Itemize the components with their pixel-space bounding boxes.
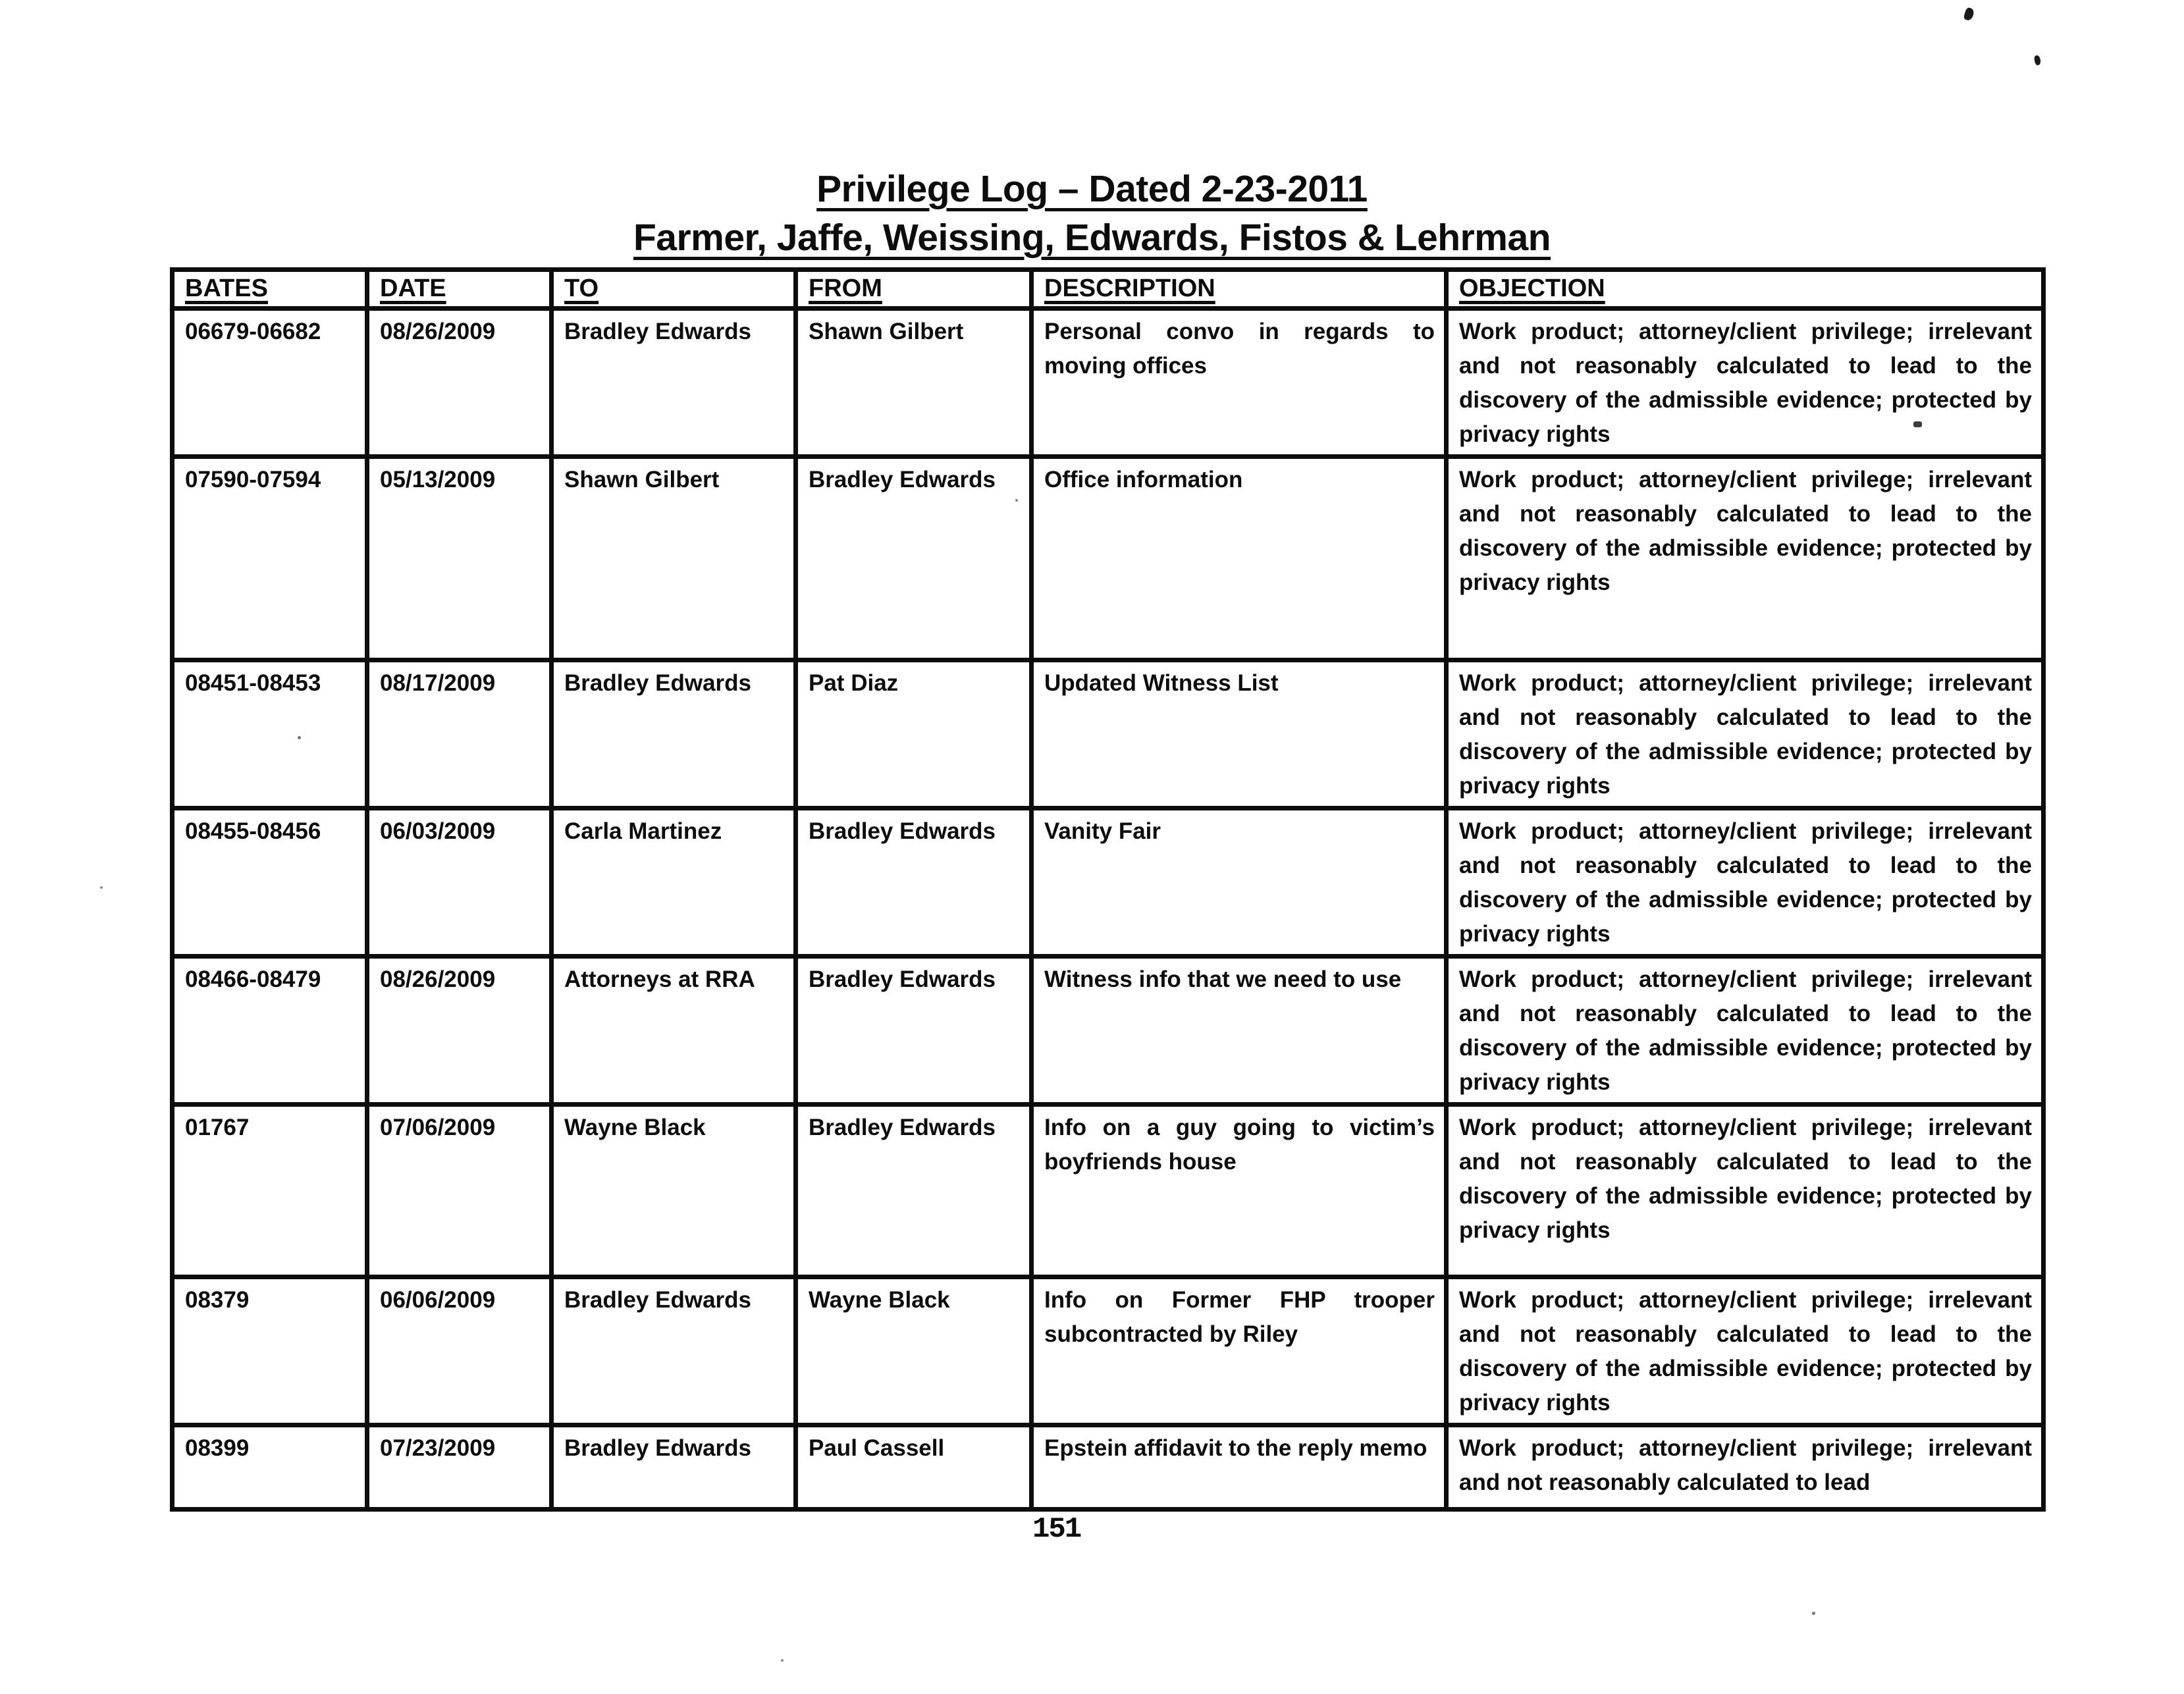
cell-description: Vanity Fair [1032,808,1447,957]
privilege-log-table [170,267,2046,1512]
cell-date: 08/26/2009 [367,957,552,1105]
cell-bates: 01767 [173,1105,367,1277]
cell-from: Bradley Edwards [796,1105,1032,1277]
table-row [173,808,2044,957]
cell-date: 08/26/2009 [367,309,552,457]
table-row [173,1277,2044,1425]
cell-bates: 08451-08453 [173,660,367,808]
table-row [173,1105,2044,1277]
cell-objection: Work product; attorney/client privilege; irrelevant and not reasonably calculated to lead to the discovery of the admissible evidence; protected by privacy rights [1447,309,2044,457]
cell-to: Shawn Gilbert [552,457,796,660]
cell-date: 07/06/2009 [367,1105,552,1277]
table-header-row [173,270,2044,309]
table-row [173,457,2044,660]
cell-to: Bradley Edwards [552,309,796,457]
cell-bates: 07590-07594 [173,457,367,660]
cell-date: 06/03/2009 [367,808,552,957]
scan-speckle [1812,1612,1815,1615]
cell-objection: Work product; attorney/client privilege; irrelevant and not reasonably calculated to lead [1447,1425,2044,1510]
cell-to: Attorneys at RRA [552,957,796,1105]
table-row [173,660,2044,808]
scan-speckle [781,1659,784,1662]
cell-description: Updated Witness List [1032,660,1447,808]
cell-to: Bradley Edwards [552,660,796,808]
column-header-date: DATE [367,270,552,309]
cell-description: Office information [1032,457,1447,660]
scan-speckle [1913,421,1922,427]
cell-objection: Work product; attorney/client privilege; irrelevant and not reasonably calculated to lead to the discovery of the admissible evidence; protected by privacy rights [1447,457,2044,660]
cell-description: Personal convo in regards to moving offices [1032,309,1447,457]
cell-from: Bradley Edwards [796,457,1032,660]
cell-bates: 08399 [173,1425,367,1510]
column-header-from: FROM [796,270,1032,309]
column-header-to: TO [552,270,796,309]
cell-description: Witness info that we need to use [1032,957,1447,1105]
table-row [173,957,2044,1105]
scan-speckle [2033,55,2041,66]
column-header-bates: BATES [173,270,367,309]
cell-bates: 08379 [173,1277,367,1425]
cell-from: Wayne Black [796,1277,1032,1425]
column-header-objection: OBJECTION [1447,270,2044,309]
cell-objection: Work product; attorney/client privilege; irrelevant and not reasonably calculated to lead to the discovery of the admissible evidence; protected by privacy rights [1447,660,2044,808]
cell-from: Paul Cassell [796,1425,1032,1510]
cell-bates: 06679-06682 [173,309,367,457]
scan-speckle [100,886,103,889]
cell-from: Bradley Edwards [796,808,1032,957]
cell-to: Wayne Black [552,1105,796,1277]
cell-to: Bradley Edwards [552,1425,796,1510]
cell-date: 05/13/2009 [367,457,552,660]
cell-description: Info on a guy going to victim’s boyfriends house [1032,1105,1447,1277]
table-row [173,309,2044,457]
cell-objection: Work product; attorney/client privilege; irrelevant and not reasonably calculated to lead to the discovery of the admissible evidence; protected by privacy rights [1447,957,2044,1105]
cell-description: Info on Former FHP trooper subcontracted by Riley [1032,1277,1447,1425]
page-number: 151 [1032,1513,1081,1546]
scan-speckle [298,736,301,739]
cell-from: Pat Diaz [796,660,1032,808]
cell-bates: 08455-08456 [173,808,367,957]
cell-description: Epstein affidavit to the reply memo [1032,1425,1447,1510]
cell-to: Carla Martinez [552,808,796,957]
cell-from: Bradley Edwards [796,957,1032,1105]
cell-objection: Work product; attorney/client privilege; irrelevant and not reasonably calculated to lead to the discovery of the admissible evidence; protected by privacy rights [1447,1105,2044,1277]
scan-speckle [1963,7,1975,21]
cell-bates: 08466-08479 [173,957,367,1105]
cell-objection: Work product; attorney/client privilege; irrelevant and not reasonably calculated to lead to the discovery of the admissible evidence; protected by privacy rights [1447,1277,2044,1425]
cell-date: 08/17/2009 [367,660,552,808]
page-subtitle: Farmer, Jaffe, Weissing, Edwards, Fistos & Lehrman [633,217,1551,259]
scan-speckle [1015,499,1018,502]
table-row [173,1425,2044,1510]
title-block [0,165,2184,262]
cell-to: Bradley Edwards [552,1277,796,1425]
cell-objection: Work product; attorney/client privilege; irrelevant and not reasonably calculated to lead to the discovery of the admissible evidence; protected by privacy rights [1447,808,2044,957]
cell-date: 06/06/2009 [367,1277,552,1425]
column-header-description: DESCRIPTION [1032,270,1447,309]
cell-date: 07/23/2009 [367,1425,552,1510]
page-title: Privilege Log – Dated 2-23-2011 [816,168,1368,210]
cell-from: Shawn Gilbert [796,309,1032,457]
